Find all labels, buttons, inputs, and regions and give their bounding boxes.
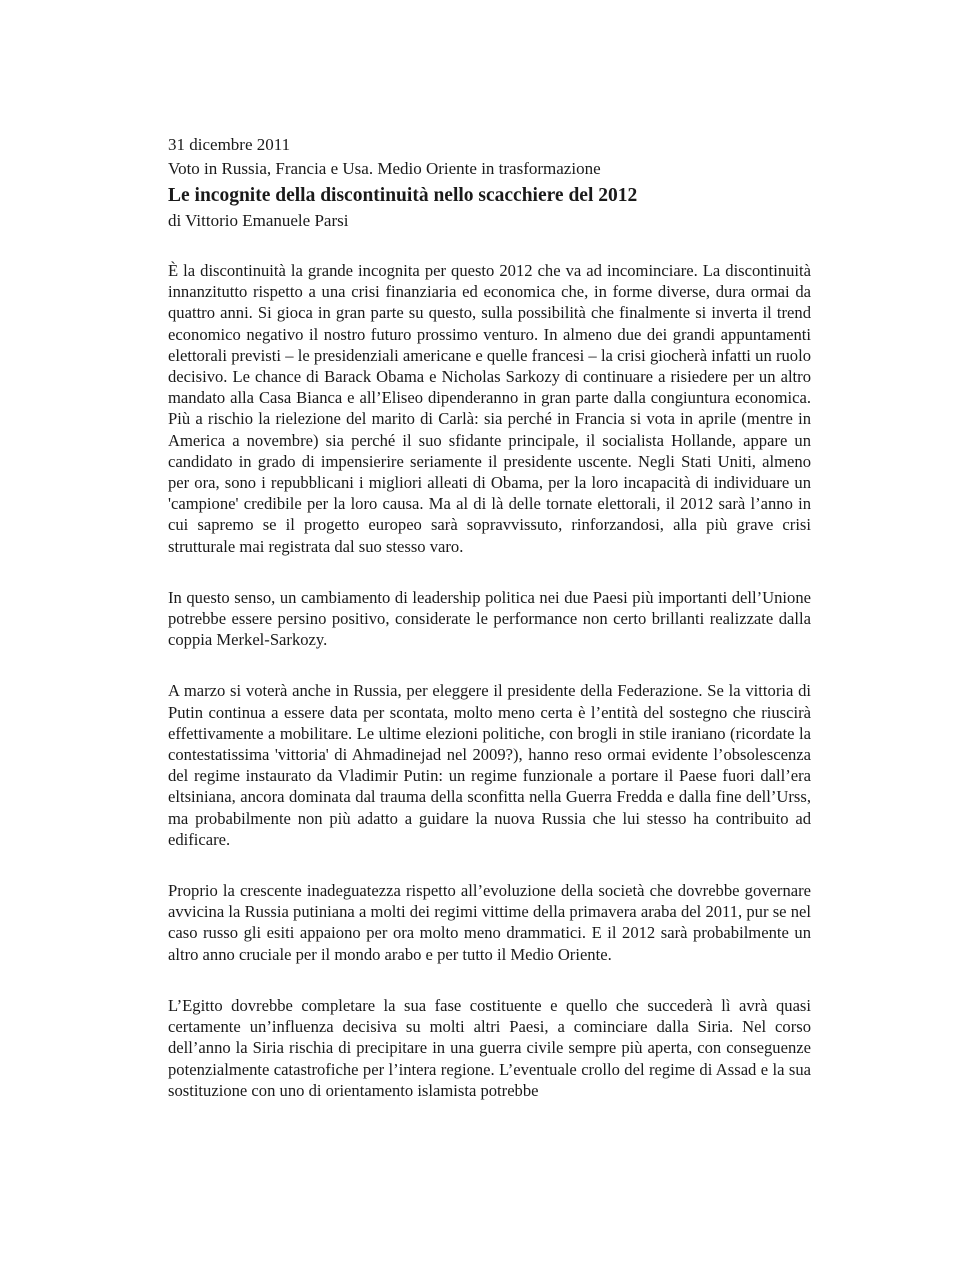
paragraph-2: In questo senso, un cambiamento di leadership politica nei due Paesi più importanti dell’Unione potrebbe essere persino positivo, considerate le performance non certo brillanti realizzate dalla coppia Merkel-Sarkozy. bbox=[168, 587, 811, 650]
article-kicker: Voto in Russia, Francia e Usa. Medio Oriente in trasformazione bbox=[168, 159, 601, 178]
paragraph-1: È la discontinuità la grande incognita per questo 2012 che va ad incominciare. La discontinuità innanzitutto rispetto a una crisi finanziaria ed economica che, in forme diverse, dura ormai da quattro anni. Si gioca in gran parte su questo, sulla possibilità che finalmente si inverta il trend economico negativo il nostro futuro prossimo venturo. In almeno due dei grandi appuntamenti elettorali previsti – le presidenziali americane e quelle francesi – la crisi giocherà infatti un ruolo decisivo. Le chance di Barack Obama e Nicholas Sarkozy di continuare a risiedere per un altro mandato alla Casa Bianca e all’Eliseo dipenderanno in gran parte dalla congiuntura economica. Più a rischio la rielezione del marito di Carlà: sia perché in Francia si vota in aprile (mentre in America a novembre) sia perché il suo sfidante principale, il socialista Hollande, appare un candidato in grado di impensierire seriamente il presidente uscente. Negli Stati Uniti, almeno per ora, sono i repubblicani i migliori alleati di Obama, per la loro incapacità di individuare un 'campione' credibile per la loro causa. Ma al di là delle tornate elettorali, il 2012 sarà l’anno in cui sapremo se il progetto europeo sarà sopravvissuto, rinforzandosi, alla più grave crisi strutturale mai registrata dal suo stesso varo. bbox=[168, 261, 811, 556]
article-author: di Vittorio Emanuele Parsi bbox=[168, 211, 349, 230]
paragraph-4: Proprio la crescente inadeguatezza rispetto all’evoluzione della società che dovrebbe governare avvicina la Russia putiniana a molti dei regimi vittime della primavera araba del 2011, pur se nel caso russo gli esiti appaiono per ora molto meno drammatici. E il 2012 sarà probabilmente un altro anno cruciale per il mondo arabo e per tutto il Medio Oriente. bbox=[168, 881, 811, 964]
document-page bbox=[168, 133, 811, 1131]
article-title: Le incognite della discontinuità nello scacchiere del 2012 bbox=[168, 185, 638, 206]
paragraph-3: A marzo si voterà anche in Russia, per eleggere il presidente della Federazione. Se la vittoria di Putin continua a essere data per scontata, molto meno certa è l’entità del sostegno che riuscirà effettivamente a mobilitare. Le ultime elezioni politiche, con brogli in stile iraniano (ricordate la contestatissima 'vittoria' di Ahmadinejad nel 2009?), hanno reso ormai evidente l’obsolescenza del regime instaurato da Vladimir Putin: un regime funzionale a portare il Paese fuori dall’era eltsiniana, ancora dominata dal trauma della sconfitta nella Guerra Fredda e dalla fine dell’Urss, ma probabilmente non più adatto a guidare la nuova Russia che lui stesso ha contribuito ad edificare. bbox=[168, 681, 811, 849]
paragraph-5: L’Egitto dovrebbe completare la sua fase costituente e quello che succederà lì avrà quasi certamente un’influenza decisiva su molti altri Paesi, a cominciare dalla Siria. Nel corso dell’anno la Siria rischia di precipitare in una guerra civile sempre più aperta, con conseguenze potenzialmente catastrofiche per l’intera regione. L’eventuale crollo del regime di Assad e la sua sostituzione con uno di orientamento islamista potrebbe bbox=[168, 995, 811, 1100]
article-date: 31 dicembre 2011 bbox=[168, 135, 291, 154]
article-body bbox=[168, 260, 811, 1101]
